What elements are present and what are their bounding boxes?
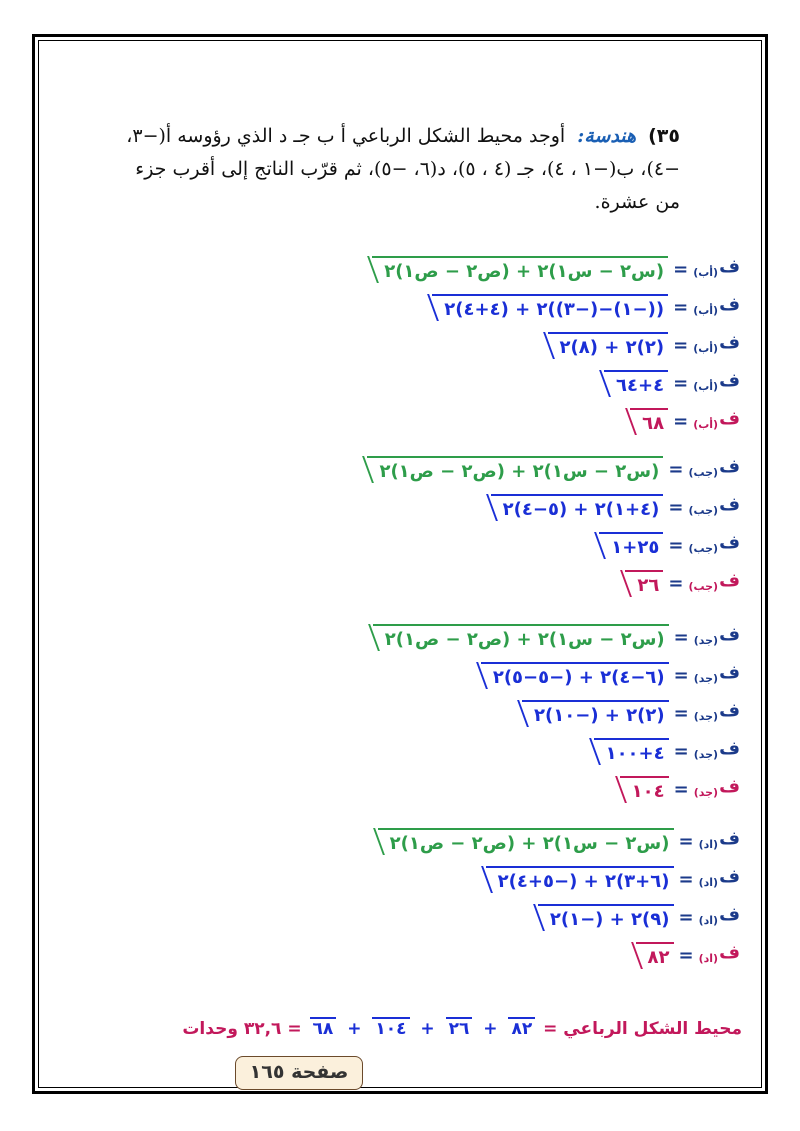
equals-sign: = bbox=[673, 335, 689, 356]
perimeter-value: = ٣٢,٦ وحدات bbox=[182, 1019, 302, 1039]
distance-label bbox=[693, 250, 740, 290]
equals-sign: = bbox=[673, 373, 689, 394]
square-root-expression: (٢)٢ + (٨)٢ bbox=[548, 332, 669, 361]
equation-line bbox=[630, 402, 740, 436]
equals-sign: = bbox=[673, 411, 689, 432]
distance-label bbox=[694, 656, 740, 696]
equals-sign: = bbox=[678, 907, 694, 928]
equation-line bbox=[604, 364, 740, 398]
segment-subscript: (جد) bbox=[693, 634, 719, 647]
distance-label bbox=[688, 526, 740, 566]
perimeter-label: محيط الشكل الرباعي = bbox=[543, 1019, 742, 1039]
equation-line bbox=[636, 936, 740, 970]
distance-label bbox=[694, 694, 740, 734]
problem-text: أوجد محيط الشكل الرباعي أ ب جـ د الذي رؤوسه أ(−٣، −٤)، ب(−١ ، ٤)، جـ (٤ ، ٥)، د(٦، −٥)، ثم قرّب الناتج إلى أقرب جزء من عشرة. bbox=[126, 125, 680, 213]
segment-subscript: (جد) bbox=[693, 672, 719, 685]
equation-line bbox=[548, 326, 740, 360]
equals-sign: = bbox=[668, 459, 684, 480]
distance-label bbox=[688, 564, 740, 604]
equals-sign: = bbox=[673, 259, 689, 280]
equals-sign: = bbox=[668, 573, 684, 594]
segment-subscript: (جد) bbox=[693, 748, 719, 761]
plus-sign: + bbox=[347, 1019, 362, 1039]
equation-line bbox=[486, 860, 740, 894]
equals-sign: = bbox=[668, 535, 684, 556]
segment-subscript: (جب) bbox=[688, 466, 719, 479]
equation-line bbox=[372, 250, 740, 284]
square-root-expression: ٢٦ bbox=[625, 570, 663, 599]
distance-symbol: ف bbox=[719, 256, 740, 277]
equals-sign: = bbox=[678, 945, 694, 966]
distance-symbol: ف bbox=[719, 456, 740, 477]
distance-symbol: ف bbox=[719, 532, 740, 553]
square-root-expression: ٤+١٠٠ bbox=[594, 738, 669, 767]
distance-label bbox=[699, 898, 740, 938]
distance-symbol: ف bbox=[719, 332, 740, 353]
distance-symbol: ف bbox=[719, 776, 740, 797]
distance-label bbox=[699, 860, 740, 900]
distance-label bbox=[693, 402, 740, 442]
square-root-expression: ((−١)−(−٣))٢ + (٤+٤)٢ bbox=[432, 294, 668, 323]
distance-label bbox=[699, 822, 740, 862]
equation-line bbox=[491, 488, 740, 522]
distance-label bbox=[688, 450, 740, 490]
equation-line bbox=[599, 526, 740, 560]
segment-subscript: (جد) bbox=[693, 786, 719, 799]
distance-label bbox=[694, 770, 740, 810]
distance-label bbox=[693, 364, 740, 404]
square-root-expression: ٨٢ bbox=[636, 942, 674, 971]
square-root-expression: (٤+١)٢ + (٥−٤)٢ bbox=[491, 494, 664, 523]
problem-topic: هندسة: bbox=[577, 125, 637, 147]
segment-subscript: (أب) bbox=[693, 266, 719, 279]
distance-symbol: ف bbox=[719, 866, 740, 887]
square-root-expression: (٦+٣)٢ + (−٥+٤)٢ bbox=[486, 866, 674, 895]
segment-subscript: (أب) bbox=[693, 342, 719, 355]
equation-line bbox=[522, 694, 740, 728]
equation-line bbox=[538, 898, 740, 932]
equation-line bbox=[481, 656, 740, 690]
distance-symbol: ف bbox=[719, 408, 740, 429]
distance-label bbox=[693, 326, 740, 366]
segment-subscript: (اد) bbox=[698, 876, 719, 889]
plus-sign: + bbox=[483, 1019, 498, 1039]
perimeter-result bbox=[182, 1014, 742, 1044]
equals-sign: = bbox=[673, 297, 689, 318]
perimeter-term: ٢٦ bbox=[446, 1017, 473, 1039]
perimeter-term: ١٠٤ bbox=[372, 1017, 409, 1039]
perimeter-term: ٨٢ bbox=[508, 1017, 535, 1039]
distance-symbol: ف bbox=[719, 294, 740, 315]
square-root-expression: ١٠٤ bbox=[620, 776, 669, 805]
distance-symbol: ف bbox=[719, 828, 740, 849]
square-root-expression: (س٢ − س١)٢ + (ص٢ − ص١)٢ bbox=[373, 624, 669, 653]
problem-statement bbox=[120, 120, 680, 219]
distance-symbol: ف bbox=[719, 570, 740, 591]
equation-line bbox=[378, 822, 740, 856]
segment-subscript: (أب) bbox=[693, 380, 719, 393]
distance-symbol: ف bbox=[719, 904, 740, 925]
segment-subscript: (اد) bbox=[698, 952, 719, 965]
segment-subscript: (أب) bbox=[693, 418, 719, 431]
page-number: صفحة ١٦٥ bbox=[249, 1061, 349, 1083]
square-root-expression: ٢٥+١ bbox=[599, 532, 663, 561]
distance-symbol: ف bbox=[719, 942, 740, 963]
equation-line bbox=[620, 770, 740, 804]
square-root-expression: (س٢ − س١)٢ + (ص٢ − ص١)٢ bbox=[372, 256, 668, 285]
distance-symbol: ف bbox=[719, 738, 740, 759]
plus-sign: + bbox=[420, 1019, 435, 1039]
square-root-expression: (س٢ − س١)٢ + (ص٢ − ص١)٢ bbox=[378, 828, 674, 857]
equals-sign: = bbox=[668, 497, 684, 518]
equals-sign: = bbox=[673, 779, 689, 800]
equation-line bbox=[625, 564, 740, 598]
page-number-box bbox=[235, 1056, 363, 1090]
equals-sign: = bbox=[673, 627, 689, 648]
equation-line bbox=[373, 618, 740, 652]
equals-sign: = bbox=[673, 703, 689, 724]
equals-sign: = bbox=[678, 831, 694, 852]
equation-line bbox=[594, 732, 740, 766]
segment-subscript: (جب) bbox=[688, 542, 719, 555]
square-root-expression: (٩)٢ + (−١)٢ bbox=[538, 904, 674, 933]
distance-symbol: ف bbox=[719, 700, 740, 721]
distance-label bbox=[693, 288, 740, 328]
square-root-expression: (٢)٢ + (−١٠)٢ bbox=[522, 700, 669, 729]
distance-symbol: ف bbox=[719, 370, 740, 391]
distance-label bbox=[688, 488, 740, 528]
square-root-expression: ٤+٦٤ bbox=[604, 370, 668, 399]
equation-line bbox=[432, 288, 740, 322]
segment-subscript: (أب) bbox=[693, 304, 719, 317]
equals-sign: = bbox=[678, 869, 694, 890]
perimeter-term: ٦٨ bbox=[310, 1017, 337, 1039]
equation-line bbox=[367, 450, 740, 484]
segment-subscript: (جد) bbox=[693, 710, 719, 723]
square-root-expression: ٦٨ bbox=[630, 408, 668, 437]
distance-label bbox=[699, 936, 740, 976]
problem-number: ٣٥) bbox=[648, 125, 680, 147]
square-root-expression: (٦−٤)٢ + (−٥−٥)٢ bbox=[481, 662, 669, 691]
distance-label bbox=[694, 732, 740, 772]
equals-sign: = bbox=[673, 665, 689, 686]
distance-label bbox=[694, 618, 740, 658]
square-root-expression: (س٢ − س١)٢ + (ص٢ − ص١)٢ bbox=[367, 456, 663, 485]
segment-subscript: (جب) bbox=[688, 580, 719, 593]
equals-sign: = bbox=[673, 741, 689, 762]
segment-subscript: (اد) bbox=[698, 914, 719, 927]
distance-symbol: ف bbox=[719, 662, 740, 683]
distance-symbol: ف bbox=[719, 624, 740, 645]
distance-symbol: ف bbox=[719, 494, 740, 515]
segment-subscript: (اد) bbox=[698, 838, 719, 851]
segment-subscript: (جب) bbox=[688, 504, 719, 517]
